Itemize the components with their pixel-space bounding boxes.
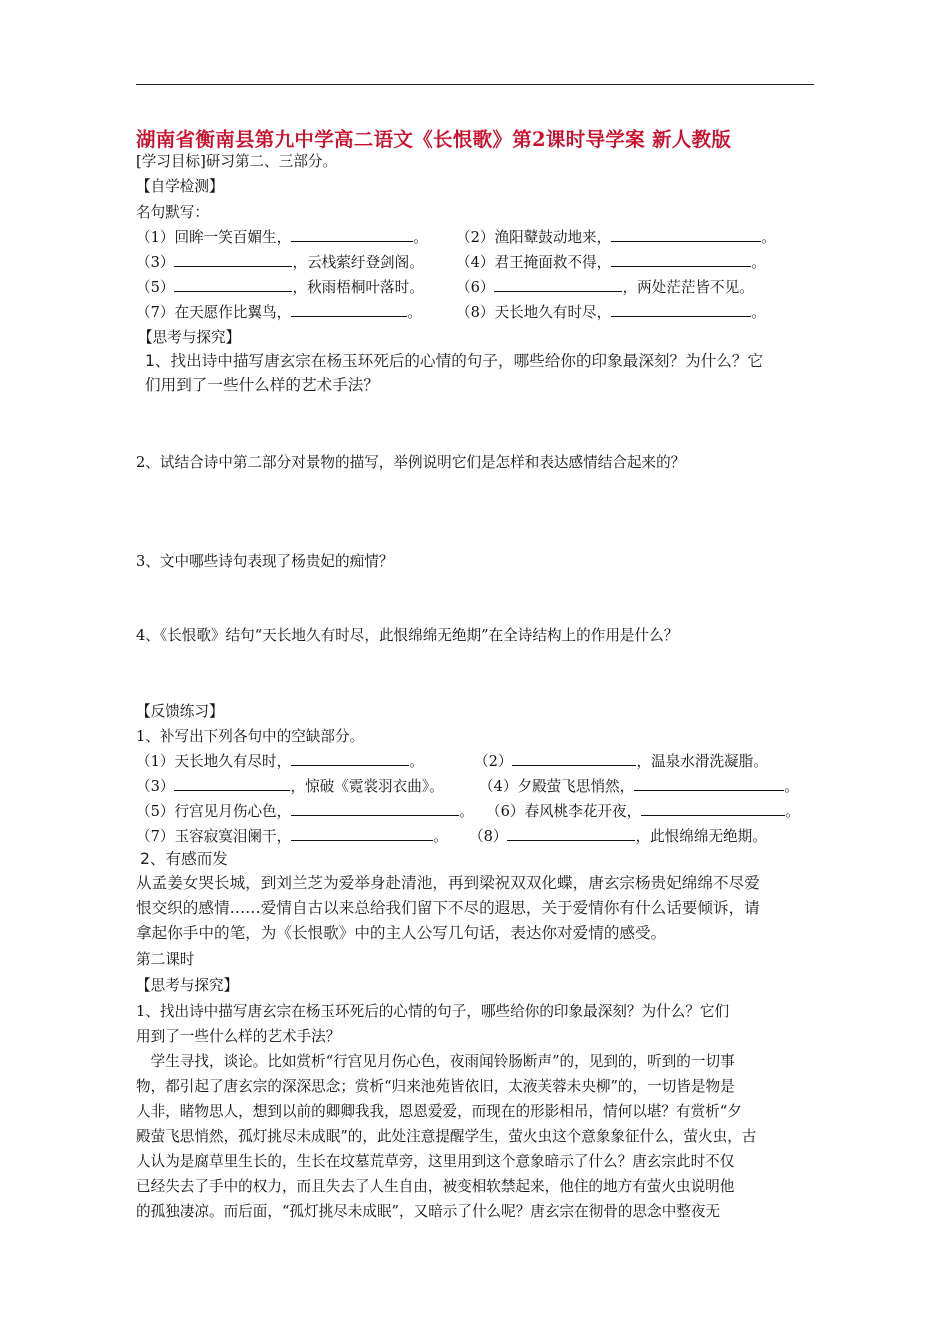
dictation-item: （6） ，两处茫茫皆不见。 xyxy=(456,279,754,296)
fill-item: （6）春风桃李花开夜， 。 xyxy=(486,803,800,820)
answer-paragraph-line: 学生寻找，谈论。比如赏析“行宫见月伤心色，夜雨闻铃肠断声”的，见到的，听到的一切事 xyxy=(136,1053,735,1070)
dictation-item: （7）在天愿作比翼鸟， 。 xyxy=(136,304,422,321)
answer-blank[interactable] xyxy=(174,278,292,292)
lesson-2-heading: 第二课时 xyxy=(136,951,195,968)
dictation-item: （5） ，秋雨梧桐叶落时。 xyxy=(136,279,424,296)
feedback-question-1: 1、补写出下列各句中的空缺部分。 xyxy=(136,728,365,745)
answer-blank[interactable] xyxy=(611,253,751,267)
answer-paragraph-line: 人认为是腐草里生长的，生长在坟墓荒草旁，这里用到这个意象暗示了什么？唐玄宗此时不仅 xyxy=(136,1153,735,1170)
feedback-question-2-text: 恨交织的感情……爱情自古以来总给我们留下不尽的遐思，关于爱情你有什么话要倾诉，请 xyxy=(136,899,760,917)
answer-blank[interactable] xyxy=(634,777,784,791)
fill-item: （1）天长地久有尽时， 。 xyxy=(136,753,424,770)
answer-paragraph-line: 人非，睹物思人，想到以前的卿卿我我，恩恩爱爱，而现在的形影相吊，情何以堪？有赏析“夕 xyxy=(136,1103,742,1120)
dictation-item: （8）天长地久有时尽， 。 xyxy=(456,304,766,321)
answer-blank[interactable] xyxy=(611,303,751,317)
answer-blank[interactable] xyxy=(291,228,413,242)
answer-blank[interactable] xyxy=(291,303,407,317)
page-title: 湖南省衡南县第九中学高二语文《长恨歌》第2课时导学案 新人教版 xyxy=(136,128,732,151)
answer-paragraph-line: 殿萤飞思悄然，孤灯挑尽未成眠”的，此处注意提醒学生，萤火虫这个意象象征什么，萤火虫，古 xyxy=(136,1128,757,1145)
dictation-item: （4）君王掩面救不得， 。 xyxy=(456,254,766,271)
feedback-heading: 【反馈练习】 xyxy=(136,703,224,720)
feedback-question-2-heading: 2、有感而发 xyxy=(140,850,228,868)
lesson-2-question-1: 1、找出诗中描写唐玄宗在杨玉环死后的心情的句子，哪些给你的印象最深刻？为什么？它们 xyxy=(136,1003,730,1020)
learning-objective: [学习目标]研习第二、三部分。 xyxy=(136,153,338,170)
explore-question-1-cont: 们用到了一些什么样的艺术手法？ xyxy=(145,376,379,394)
lesson-2-question-1-cont: 用到了一些什么样的艺术手法？ xyxy=(136,1028,341,1045)
fill-item: （8） ，此恨绵绵无绝期。 xyxy=(469,828,767,845)
dictation-item: （3） ，云栈萦纡登剑阁。 xyxy=(136,254,424,271)
answer-paragraph-line: 的孤独凄凉。而后面，“孤灯挑尽未成眠”，又暗示了什么呢？唐玄宗在彻骨的思念中整夜无 xyxy=(136,1203,721,1220)
feedback-question-2-text: 拿起你手中的笔，为《长恨歌》中的主人公写几句话，表达你对爱情的感受。 xyxy=(136,924,667,942)
dictation-item: （1）回眸一笑百媚生， 。 xyxy=(136,229,428,246)
explore-question-4: 4、《长恨歌》结句“天长地久有时尽，此恨绵绵无绝期”在全诗结构上的作用是什么？ xyxy=(136,627,679,644)
answer-blank[interactable] xyxy=(494,278,622,292)
explore-question-3: 3、文中哪些诗句表现了杨贵妃的痴情？ xyxy=(136,553,394,570)
fill-item: （5）行宫见月伤心色， 。 xyxy=(136,803,474,820)
answer-blank[interactable] xyxy=(291,827,433,841)
fill-item: （4）夕殿萤飞思悄然， 。 xyxy=(479,778,799,795)
fill-item: （3） ，惊破《霓裳羽衣曲》。 xyxy=(136,778,444,795)
fill-item: （7）玉容寂寞泪阑干， 。 xyxy=(136,828,448,845)
answer-paragraph-line: 物，都引起了唐玄宗的深深思念；赏析“归来池苑皆依旧，太液芙蓉未央柳”的，一切皆是物是 xyxy=(136,1078,735,1095)
explore-heading: 【思考与探究】 xyxy=(138,329,241,346)
explore-question-2: 2、试结合诗中第二部分对景物的描写，举例说明它们是怎样和表达感情结合起来的？ xyxy=(136,454,686,471)
answer-blank[interactable] xyxy=(174,253,292,267)
lesson-2-explore-heading: 【思考与探究】 xyxy=(136,977,239,994)
answer-blank[interactable] xyxy=(512,752,636,766)
fill-item: （2） ，温泉水滑洗凝脂。 xyxy=(474,753,768,770)
header-rule xyxy=(136,84,814,85)
answer-blank[interactable] xyxy=(291,802,459,816)
answer-blank[interactable] xyxy=(611,228,761,242)
dictation-subheading: 名句默写： xyxy=(136,204,209,221)
answer-paragraph-line: 已经失去了手中的权力，而且失去了人生自由，被变相软禁起来，他住的地方有萤火虫说明他 xyxy=(136,1178,735,1195)
answer-blank[interactable] xyxy=(174,777,290,791)
answer-blank[interactable] xyxy=(641,802,785,816)
self-test-heading: 【自学检测】 xyxy=(136,178,224,195)
dictation-item: （2）渔阳鼙鼓动地来， 。 xyxy=(456,229,776,246)
answer-blank[interactable] xyxy=(507,827,635,841)
answer-blank[interactable] xyxy=(291,752,409,766)
explore-question-1: 1、找出诗中描写唐玄宗在杨玉环死后的心情的句子，哪些给你的印象最深刻？为什么？它 xyxy=(145,352,764,370)
feedback-question-2-text: 从孟姜女哭长城，到刘兰芝为爱举身赴清池，再到梁祝双双化蝶，唐玄宗杨贵妃绵绵不尽爱 xyxy=(136,874,760,892)
